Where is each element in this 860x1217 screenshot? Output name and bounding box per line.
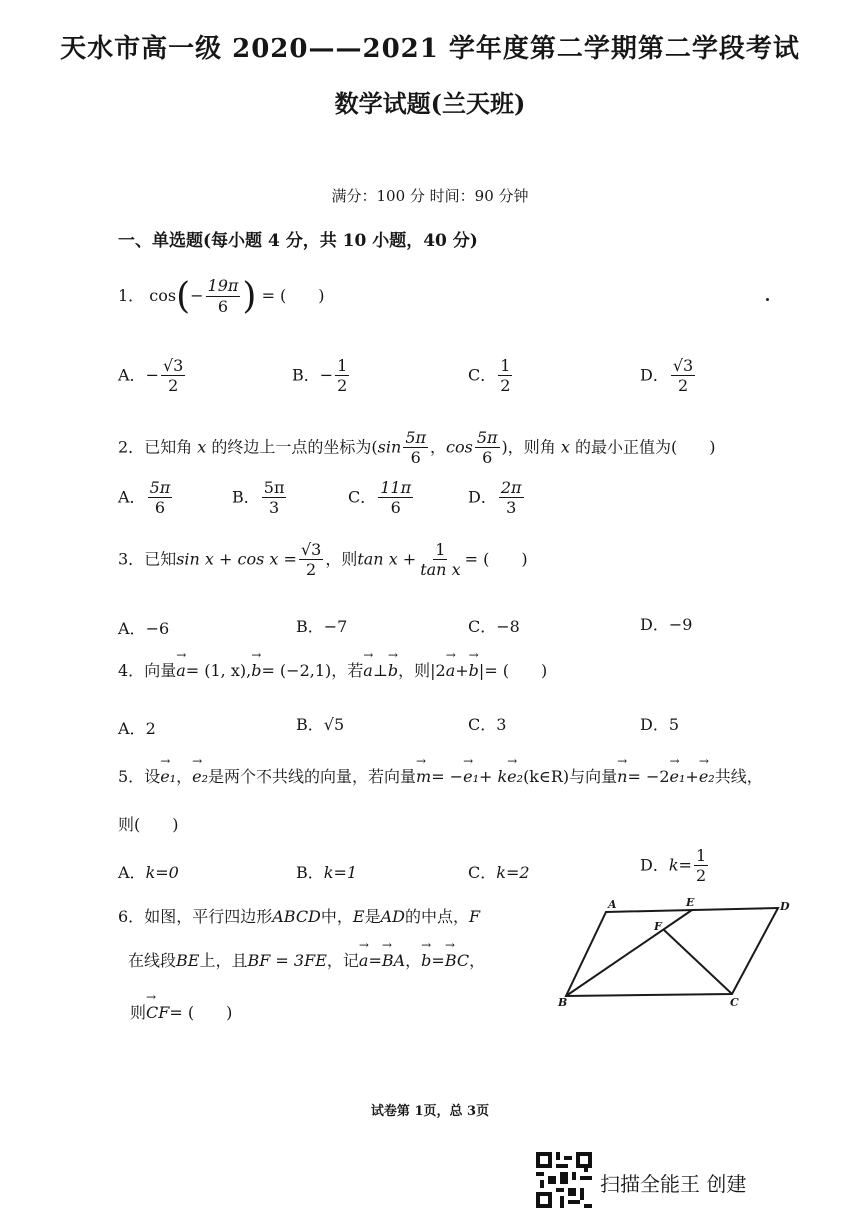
question-6-line-3: 则→ CF= ( ) — [130, 1000, 232, 1023]
label-e: E — [686, 896, 695, 909]
parallelogram-figure — [556, 896, 796, 1012]
question-2: 2．已知角 x 的终边上一点的坐标为(sin $\frac{5\pi}{6}$ ，cos $\frac{5\pi}{6}$ )，则角 x 的最小正值为( ) — [118, 428, 716, 468]
q1-option-a[interactable]: A．− $\frac{√3}{2}$ — [118, 356, 184, 396]
q1-tail: = ( ) — [261, 286, 325, 305]
q2-option-b[interactable]: B． $\frac{5\pi}{3}$ — [232, 478, 285, 518]
q4-option-d[interactable]: D．5 — [640, 715, 680, 734]
q3-option-b[interactable]: B．−7 — [296, 617, 348, 636]
q1-option-b[interactable]: B．− $\frac{1}{2}$ — [292, 356, 348, 396]
q1-fraction — [206, 276, 241, 316]
q5-option-c[interactable]: C．k=2 — [468, 863, 530, 882]
exam-meta: 满分：100 分 时间：90 分钟 — [331, 187, 529, 205]
section-heading: 一、单选题(每小题 4 分，共 10 小题，40 分) — [118, 231, 478, 251]
q1-den: 6 — [217, 296, 229, 316]
q5-option-d[interactable]: D．k= $\frac{1}{2}$ — [640, 846, 707, 886]
q2-frac-1: $\frac{5\pi}{6}$ — [405, 428, 427, 468]
q1-fn: cos — [149, 286, 177, 305]
q5-line2: 则( ) — [118, 815, 179, 834]
q2-frac-2: $\frac{5\pi}{6}$ — [476, 428, 498, 468]
q2-option-c[interactable]: C． $\frac{11\pi}{6}$ — [348, 478, 412, 518]
question-6-line-2: 在线段BE上，且BF = 3FE，记→ a=→ BA，→ b=→ BC， — [128, 948, 485, 971]
page-footer: 试卷第 1页，总 3页 — [370, 1104, 490, 1119]
q5-option-a[interactable]: A．k=0 — [118, 863, 179, 882]
q5-option-b[interactable]: B．k=1 — [296, 863, 358, 882]
q3-option-d[interactable]: D．−9 — [640, 615, 693, 634]
label-a: A — [608, 898, 617, 911]
qr-code-icon — [536, 1152, 592, 1208]
question-6-line-1: 6．如图，平行四边形ABCD中，E是AD的中点，F — [118, 907, 481, 926]
q3-option-c[interactable]: C．−8 — [468, 617, 520, 636]
exam-title: 天水市高一级 2020——2021 学年度第二学期第二学段考试 — [60, 34, 800, 64]
scan-speck — [766, 298, 769, 301]
question-1: 1． cos(− $\frac{19\pi}{6}$ ) = ( ) — [118, 276, 325, 317]
question-5: 5．设→ e₁，→ e₂是两个不共线的向量，若向量→ m= −→ e₁+ k→ e₂(k∈R)与向量→ n= −2→ e₁+→ e₂共线， — [118, 764, 763, 787]
segment-be — [566, 910, 692, 996]
q1-option-c[interactable]: C． $\frac{1}{2}$ — [468, 356, 511, 396]
q4-option-c[interactable]: C．3 — [468, 715, 507, 734]
label-c: C — [730, 996, 739, 1009]
q1-minus: − — [190, 286, 204, 305]
segment-fc — [664, 930, 732, 994]
q1-number: 1． — [118, 286, 145, 305]
question-4: 4．向量→ a= (1, x),→ b= (−2,1)，若→ a⊥→ b，则|2→ a+→ b|= ( ) — [118, 658, 547, 681]
label-f: F — [654, 920, 662, 933]
label-d: D — [780, 900, 790, 913]
label-b: B — [558, 996, 568, 1009]
q1-num: 19π — [207, 276, 239, 296]
q2-option-d[interactable]: D． $\frac{2\pi}{3}$ — [468, 478, 522, 518]
q4-option-b[interactable]: B．√5 — [296, 715, 345, 734]
exam-subtitle: 数学试题(兰天班) — [334, 89, 526, 118]
q1-option-d[interactable]: D． $\frac{√3}{2}$ — [640, 356, 694, 396]
q3-option-a[interactable]: A．−6 — [118, 619, 170, 638]
watermark-text: 扫描全能王 创建 — [600, 1172, 747, 1196]
q2-option-a[interactable]: A． $\frac{5\pi}{6}$ — [118, 478, 171, 518]
question-3: 3．已知sin x + cos x = $\frac{√3}{2}$ ，则tan x + $\frac{1}{\text{tan x}}$ = ( ) — [118, 540, 528, 580]
q4-option-a[interactable]: A．2 — [118, 719, 156, 738]
parallelogram-abcd — [566, 908, 778, 996]
